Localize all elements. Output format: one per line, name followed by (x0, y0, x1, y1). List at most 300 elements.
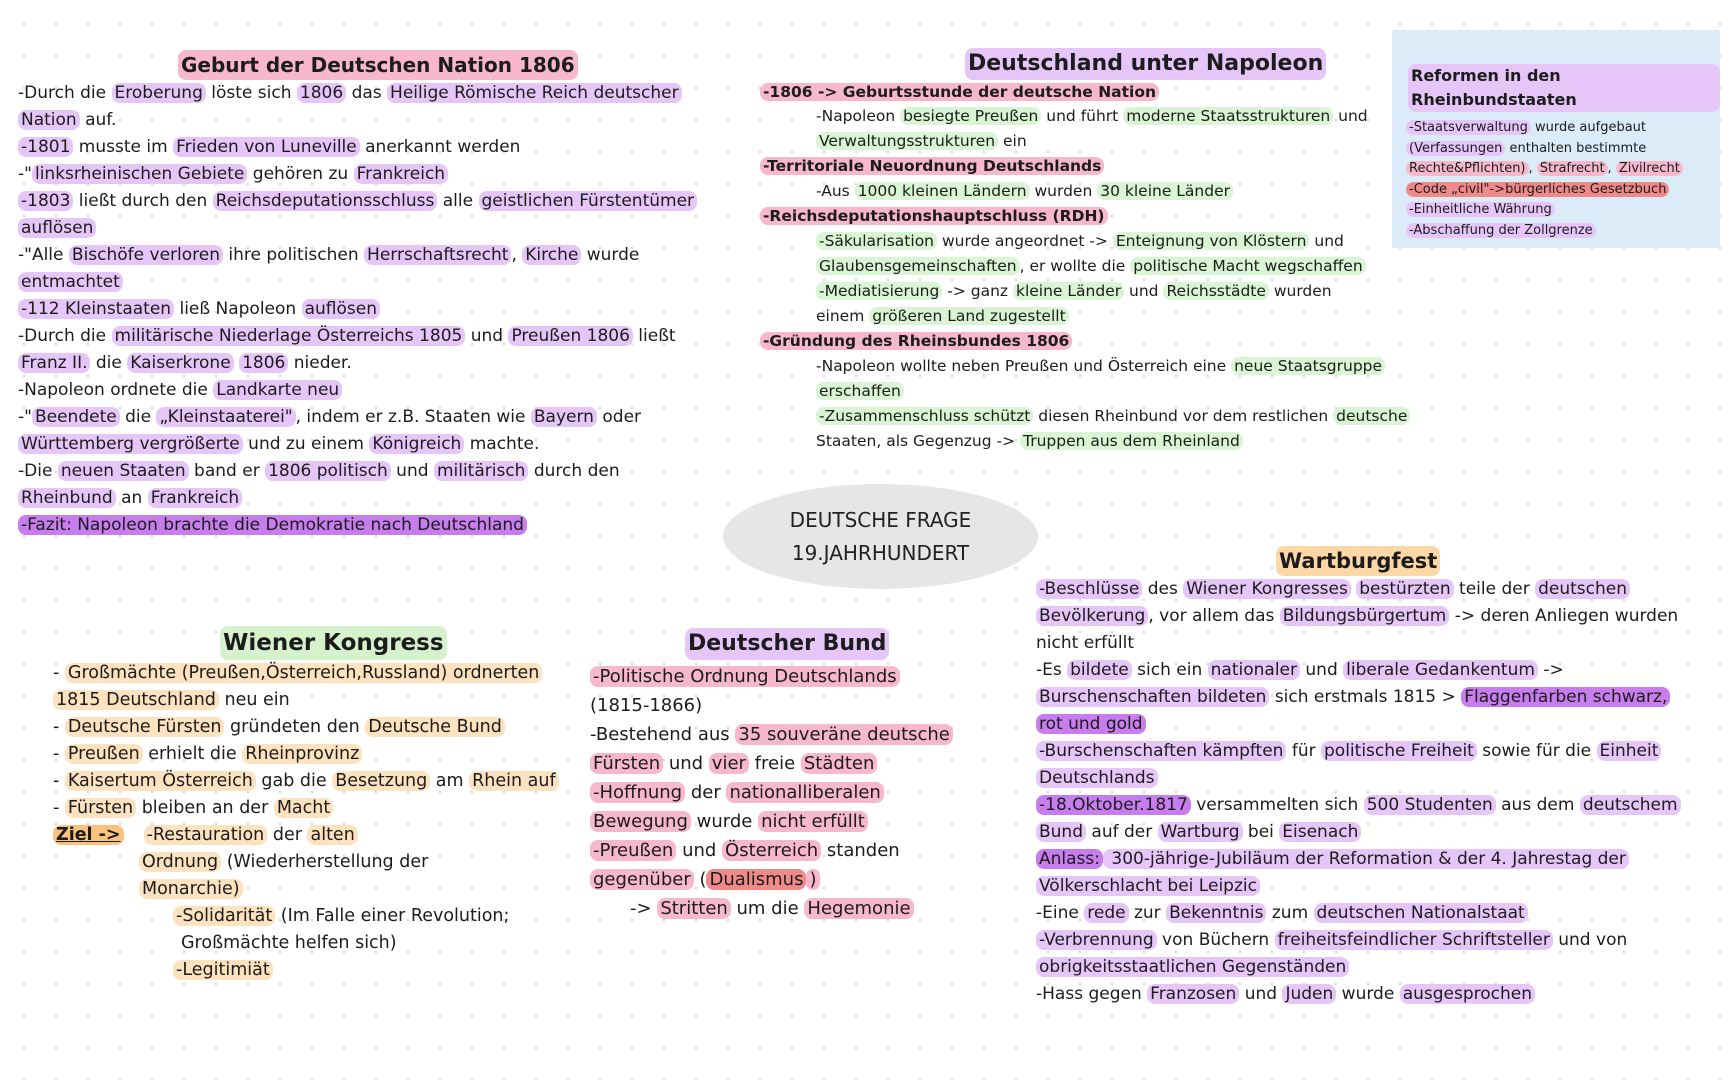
text-segment: und führt (1041, 107, 1124, 125)
section-body (1036, 576, 1716, 1008)
text-segment: einem (816, 307, 870, 325)
highlighted-text: Fürsten (590, 753, 663, 774)
text-line (590, 836, 1010, 865)
text-line (590, 720, 1010, 749)
text-segment: der (685, 782, 727, 803)
text-segment: ließ Napoleon (174, 299, 302, 319)
ziel-label: Ziel -> (53, 825, 124, 845)
highlighted-text: militärisch (434, 461, 529, 481)
text-segment: standen (821, 840, 900, 861)
highlighted-text: -Abschaffung der Zollgrenze (1406, 223, 1596, 238)
highlighted-text: Rechte&Pflichten) (1406, 161, 1529, 176)
text-line (590, 749, 1010, 778)
text-segment: machte. (464, 434, 540, 454)
text-segment: durch den (528, 461, 620, 481)
text-line (1036, 981, 1716, 1008)
text-segment: neu ein (218, 690, 290, 710)
section-body (590, 660, 1010, 923)
text-segment: wurde aufgebaut (1530, 120, 1647, 135)
highlighted-text: deutschen Nationalstaat (1314, 903, 1528, 923)
text-segment: sich ein (1131, 660, 1208, 680)
text-line (1036, 576, 1716, 603)
highlighted-text: auflösen (18, 218, 96, 238)
highlighted-text: (Verfassungen (1406, 141, 1505, 156)
text-segment: -Durch die (18, 326, 112, 346)
text-segment: zur (1128, 903, 1167, 923)
highlighted-text: Kirche (522, 245, 581, 265)
text-line (18, 188, 718, 215)
text-line (18, 350, 718, 377)
section-title: Wartburgfest (1276, 546, 1440, 576)
text-line (760, 404, 1408, 429)
highlighted-text: -Gründung des Rheinsbundes 1806 (760, 332, 1072, 350)
text-segment: und von (1552, 930, 1628, 950)
text-line (760, 254, 1400, 279)
highlighted-text: Kaiserkrone (127, 353, 233, 373)
highlighted-text: Bischöfe verloren (69, 245, 223, 265)
text-segment: -Napoleon wollte neben Preußen und Österreich eine (816, 357, 1232, 375)
text-line (760, 104, 1400, 129)
highlighted-text: entmachtet (18, 272, 123, 292)
text-segment: die (90, 353, 128, 373)
text-segment: ihre politischen (223, 245, 365, 265)
text-segment: , vor allem das (1148, 606, 1280, 626)
central-topic-line2: 19.JAHRHUNDERT (791, 540, 970, 565)
highlighted-text: -Politische Ordnung Deutschlands (590, 666, 900, 687)
text-line (53, 957, 613, 984)
text-segment: aus dem (1495, 795, 1580, 815)
text-line (1036, 738, 1716, 765)
highlighted-text: -112 Kleinstaaten (18, 299, 174, 319)
highlighted-text: Reichsstädte (1163, 282, 1268, 300)
text-line (53, 822, 613, 849)
highlighted-text: 1806 (297, 83, 346, 103)
highlighted-text: -Legitimiät (173, 960, 273, 980)
highlighted-text: erschaffen (816, 382, 904, 400)
text-segment: -Hass (1036, 984, 1084, 1004)
highlighted-text: geistlichen Fürstentümer (479, 191, 698, 211)
text-line (760, 354, 1400, 379)
highlighted-text: Strafrecht (1537, 161, 1608, 176)
text-line (760, 204, 1400, 229)
highlighted-text: Preußen 1806 (508, 326, 632, 346)
section-body (18, 80, 718, 539)
highlighted-text: 500 Studenten (1364, 795, 1496, 815)
text-segment: teile der (1453, 579, 1536, 599)
highlighted-text: politische Macht wegschaffen (1130, 257, 1365, 275)
text-segment: gehören zu (247, 164, 354, 184)
text-segment: , (511, 245, 523, 265)
highlighted-text: 1806 (239, 353, 288, 373)
text-segment: erhielt die (142, 744, 243, 764)
text-line (1036, 819, 1716, 846)
highlighted-text: Deutsche Fürsten (65, 717, 225, 737)
text-segment: sich erstmals 1815 > (1269, 687, 1462, 707)
text-segment: musste im (73, 137, 174, 157)
highlighted-text: -1806 -> Geburtsstunde der deutsche Nation (760, 83, 1159, 101)
text-segment: und (390, 461, 434, 481)
section-wiener-kongress (53, 626, 613, 984)
text-segment: -"Alle (18, 245, 69, 265)
text-segment: ließt durch den (73, 191, 213, 211)
text-line (18, 215, 718, 242)
text-segment: alle (437, 191, 479, 211)
text-segment: (1815-1866) (590, 695, 703, 716)
highlighted-text: besiegte Preußen (900, 107, 1041, 125)
text-segment: von Büchern (1156, 930, 1275, 950)
highlighted-text: -Preußen (590, 840, 676, 861)
text-line (760, 329, 1400, 354)
highlighted-text: Bildungsbürgertum (1280, 606, 1450, 626)
highlighted-text: Einheit (1597, 741, 1662, 761)
text-segment: -> (1537, 660, 1564, 680)
section-body (1392, 112, 1720, 242)
text-segment: - (53, 663, 65, 683)
highlighted-text: nicht erfüllt (758, 811, 868, 832)
highlighted-text: -Mediatisierung (816, 282, 942, 300)
highlighted-text: Bund (1036, 822, 1086, 842)
highlighted-text: Eroberung (112, 83, 206, 103)
section-reformen (1392, 30, 1720, 248)
highlighted-text: Truppen aus dem Rheinland (1020, 432, 1243, 450)
text-segment: des (1142, 579, 1184, 599)
text-segment: wurde angeordnet -> (937, 232, 1113, 250)
highlighted-text: Nation (18, 110, 80, 130)
highlighted-text: 1815 Deutschland (53, 690, 219, 710)
highlighted-text: Dualismus (706, 869, 806, 890)
text-line (1036, 792, 1716, 819)
highlighted-text: Frieden von Luneville (173, 137, 360, 157)
text-line (1036, 765, 1716, 792)
highlighted-text: nationaler (1208, 660, 1300, 680)
highlighted-text: Macht (274, 798, 333, 818)
highlighted-text: Württemberg vergrößerte (18, 434, 243, 454)
text-line (1036, 927, 1716, 954)
highlighted-text: Franzosen (1147, 984, 1239, 1004)
text-segment: -Napoleon (816, 107, 901, 125)
text-line (1406, 118, 1720, 139)
highlighted-text: deutschem (1580, 795, 1681, 815)
text-line (53, 741, 613, 768)
highlighted-text: nationalliberalen (726, 782, 883, 803)
highlighted-text: ausgesprochen (1400, 984, 1535, 1004)
highlighted-text: -Code „civil"->bürgerliches Gesetzbuch (1406, 182, 1669, 197)
highlighted-text: Deutschlands (1036, 768, 1158, 788)
text-line (18, 134, 718, 161)
text-segment: gab die (255, 771, 333, 791)
text-segment: -Bestehend aus (590, 724, 736, 745)
text-segment: und (1333, 107, 1368, 125)
text-segment: auf. (79, 110, 117, 130)
text-line (1406, 139, 1720, 160)
text-line (1036, 603, 1716, 630)
text-line (1036, 657, 1716, 684)
highlighted-text: neuen Staaten (58, 461, 189, 481)
text-line (760, 429, 1400, 454)
section-title: Reformen in den Rheinbundstaaten (1408, 64, 1720, 112)
text-line (590, 662, 1010, 691)
highlighted-text: „Kleinstaaterei" (156, 407, 295, 427)
text-segment: und (663, 753, 709, 774)
text-line (18, 269, 718, 296)
text-segment: wurde (581, 245, 640, 265)
highlighted-text: -Burschenschaften kämpften (1036, 741, 1286, 761)
text-line (590, 691, 1010, 720)
text-segment: - (53, 798, 65, 818)
text-segment: - (53, 717, 65, 737)
text-segment: und (465, 326, 509, 346)
text-line (1036, 846, 1716, 873)
text-line (590, 865, 1010, 894)
highlighted-text: 35 souveräne deutsche (735, 724, 953, 745)
highlighted-text: Frankreich (148, 488, 243, 508)
text-segment: -Aus (816, 182, 855, 200)
highlighted-text: Burschenschaften bildeten (1036, 687, 1269, 707)
highlighted-text: -Solidarität (173, 906, 275, 926)
text-segment: wurde (1336, 984, 1400, 1004)
highlighted-text: linksrheinischen Gebiete (32, 164, 247, 184)
highlighted-text: Hegemonie (804, 898, 913, 919)
text-line (1406, 159, 1720, 180)
text-line (1036, 711, 1716, 738)
highlighted-text: -Einheitliche Währung (1406, 202, 1555, 217)
text-line (53, 795, 613, 822)
text-segment: zum (1266, 903, 1314, 923)
text-line (53, 876, 613, 903)
highlighted-text: Preußen (65, 744, 143, 764)
text-segment: -Die (18, 461, 58, 481)
text-line (18, 458, 718, 485)
text-segment: sowie für die (1476, 741, 1597, 761)
highlighted-text: -Verbrennung (1036, 930, 1157, 950)
text-segment: und (1124, 282, 1164, 300)
central-topic-line1: DEUTSCHE FRAGE (789, 507, 972, 532)
text-line (1406, 221, 1720, 242)
text-line (590, 894, 1010, 923)
text-segment: -" (18, 407, 32, 427)
text-segment: -Eine (1036, 903, 1085, 923)
highlighted-text: Fürsten (65, 798, 136, 818)
highlighted-text: Besetzung (332, 771, 430, 791)
text-segment: bleiben an der (136, 798, 274, 818)
highlighted-text: Reichsdeputationsschluss (213, 191, 438, 211)
text-line (53, 930, 613, 957)
highlighted-text: deutsche (1333, 407, 1410, 425)
text-segment: - (53, 744, 65, 764)
text-line (18, 107, 718, 134)
highlighted-text: Großmächte (Preußen,Österreich,Russland) ordnerten (65, 663, 542, 683)
highlighted-text: Völkerschlacht bei Leipzic (1036, 876, 1260, 896)
text-segment: oder (596, 407, 642, 427)
text-line (18, 80, 718, 107)
text-segment: , als Gegenzug -> (876, 432, 1020, 450)
text-segment: gründeten den (224, 717, 366, 737)
text-line (1036, 630, 1716, 657)
text-segment: versammelten sich (1190, 795, 1364, 815)
text-line (18, 161, 718, 188)
text-line (18, 512, 718, 539)
text-segment: die (119, 407, 157, 427)
text-segment: ein (998, 132, 1027, 150)
highlighted-text: bildete (1067, 660, 1132, 680)
text-line (760, 129, 1400, 154)
highlighted-text: Enteignung von Klöstern (1113, 232, 1310, 250)
text-line (53, 768, 613, 795)
text-segment: (Wiederherstellung der (221, 852, 429, 872)
highlighted-text: Bekenntnis (1166, 903, 1266, 923)
highlighted-text: Ordnung (139, 852, 221, 872)
highlighted-text: Monarchie) (139, 879, 243, 899)
highlighted-text: -Restauration (144, 825, 268, 845)
text-segment: band er (188, 461, 266, 481)
text-segment: am (430, 771, 470, 791)
section-title: Deutscher Bund (685, 628, 889, 660)
text-segment: und (1300, 660, 1344, 680)
highlighted-text: Glaubensgemeinschaften (816, 257, 1020, 275)
section-body (53, 660, 613, 984)
text-segment: löste sich (205, 83, 297, 103)
highlighted-text: liberale Gedankentum (1343, 660, 1538, 680)
highlighted-text: Rheinbund (18, 488, 116, 508)
text-segment: -Durch die (18, 83, 112, 103)
highlighted-text: Bevölkerung (1036, 606, 1148, 626)
highlighted-text: ) (806, 869, 819, 890)
text-segment: , er wollte die (1019, 257, 1131, 275)
text-line (53, 687, 613, 714)
highlighted-text: Zivilrecht (1616, 161, 1683, 176)
text-segment: Großmächte helfen sich) (181, 933, 397, 953)
text-line (1036, 873, 1716, 900)
text-segment: für (1286, 741, 1322, 761)
text-segment: Staaten (816, 432, 877, 450)
highlighted-text: -Reichsdeputationshauptschluss (RDH) (760, 207, 1108, 225)
highlighted-text: Bewegung (590, 811, 691, 832)
text-line (760, 154, 1400, 179)
highlighted-text: vier (709, 753, 749, 774)
highlighted-text: obrigkeitsstaatlichen Gegenständen (1036, 957, 1349, 977)
highlighted-text: deutschen (1535, 579, 1630, 599)
text-line (18, 485, 718, 512)
text-line (1406, 200, 1720, 221)
text-line (53, 660, 613, 687)
text-segment: wurden (1268, 282, 1332, 300)
highlighted-text: Herrschaftsrecht (364, 245, 511, 265)
highlighted-text: größeren Land zugestellt (869, 307, 1068, 325)
text-segment: - (53, 771, 65, 791)
text-segment: diesen Rheinbund vor dem restlichen (1033, 407, 1334, 425)
highlighted-text: Heilige Römische Reich deutscher (387, 83, 682, 103)
text-segment: nieder. (288, 353, 352, 373)
text-segment: auf der (1086, 822, 1158, 842)
text-line (760, 229, 1400, 254)
text-line (1036, 900, 1716, 927)
text-line (53, 849, 613, 876)
highlighted-text: Flaggenfarben schwarz, (1461, 687, 1670, 707)
highlighted-text: 300-jährige-Jubiläum der Reformation & der 4. Jahrestag der (1103, 849, 1629, 869)
highlighted-text: Bayern (531, 407, 597, 427)
highlighted-text: -Staatsverwaltung (1406, 120, 1531, 135)
highlighted-text: Städten (801, 753, 877, 774)
highlighted-text: auflösen (302, 299, 380, 319)
text-line (760, 279, 1400, 304)
highlighted-text: Wiener Kongresses (1183, 579, 1351, 599)
highlighted-text: -Fazit: Napoleon brachte die Demokratie nach Deutschland (18, 515, 527, 535)
highlighted-text: militärische Niederlage Österreichs 1805 (112, 326, 466, 346)
highlighted-text: alten (307, 825, 357, 845)
highlighted-text: -1801 (18, 137, 73, 157)
text-segment: -> ganz (942, 282, 1013, 300)
text-segment: ließt (632, 326, 676, 346)
text-line (1406, 180, 1720, 201)
highlighted-text: Eisenach (1279, 822, 1361, 842)
highlighted-text: Franz II. (18, 353, 90, 373)
text-segment: , (1528, 161, 1537, 177)
text-line (18, 242, 718, 269)
text-line (18, 431, 718, 458)
highlighted-text: Rhein auf (469, 771, 559, 791)
highlighted-text: -Hoffnung (590, 782, 685, 803)
text-segment: anerkannt werden (359, 137, 521, 157)
text-segment: an (115, 488, 148, 508)
text-segment: wurden (1029, 182, 1098, 200)
section-title: Wiener Kongress (220, 626, 447, 660)
highlighted-text: Österreich (722, 840, 821, 861)
highlighted-text: Stritten (657, 898, 730, 919)
text-segment: (Im Falle einer Revolution; (275, 906, 510, 926)
highlighted-text: Verwaltungsstrukturen (816, 132, 998, 150)
text-segment: freie (748, 753, 801, 774)
text-segment: -Es (1036, 660, 1068, 680)
highlighted-text: -Zusammenschluss schützt (816, 407, 1033, 425)
section-wartburgfest (1036, 546, 1716, 1008)
text-segment: der (267, 825, 308, 845)
highlighted-text: Deutsche Bund (365, 717, 505, 737)
highlighted-text: rot und gold (1036, 714, 1146, 734)
central-topic-ellipse (723, 484, 1038, 589)
text-segment: um die (730, 898, 805, 919)
highlighted-text: Königreich (369, 434, 464, 454)
highlighted-text: -18.Oktober.1817 (1036, 795, 1191, 815)
text-segment: -> deren Anliegen wurden (1449, 606, 1679, 626)
highlighted-text: -Säkularisation (816, 232, 937, 250)
highlighted-text: Rheinprovinz (242, 744, 362, 764)
text-line (1036, 684, 1716, 711)
text-line (18, 404, 718, 431)
text-segment: -" (18, 164, 32, 184)
text-segment: und (676, 840, 723, 861)
highlighted-text: Juden (1282, 984, 1336, 1004)
highlighted-text: 1806 politisch (265, 461, 391, 481)
text-segment: -> (630, 898, 658, 919)
highlighted-text: 30 kleine Länder (1097, 182, 1233, 200)
section-geburt-nation (18, 50, 718, 539)
text-segment: ( (693, 869, 707, 890)
text-segment: bei (1242, 822, 1280, 842)
highlighted-text: -Territoriale Neuordnung Deutschlands (760, 157, 1104, 175)
text-segment: und (1309, 232, 1344, 250)
text-line (18, 323, 718, 350)
text-segment: , (1607, 161, 1616, 177)
highlighted-text: Anlass: (1036, 849, 1103, 869)
text-line (590, 807, 1010, 836)
highlighted-text: kleine Länder (1013, 282, 1124, 300)
highlighted-text: 1000 kleinen Ländern (855, 182, 1030, 200)
section-napoleon (760, 48, 1408, 454)
text-line (1036, 954, 1716, 981)
text-line (760, 80, 1400, 105)
text-line (18, 377, 718, 404)
highlighted-text: politische Freiheit (1321, 741, 1477, 761)
